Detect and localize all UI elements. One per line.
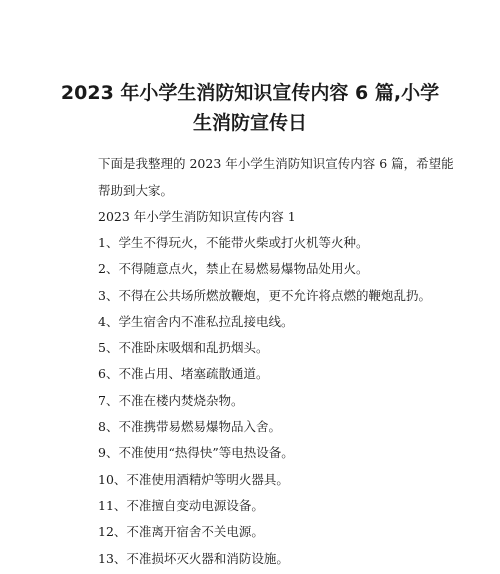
list-item: 4、学生宿舍内不准私拉乱接电线。 [98,313,294,329]
rules-list [98,232,431,574]
intro-paragraph-line-1: 下面是我整理的 2023 年小学生消防知识宣传内容 6 篇，希望能 [98,156,454,171]
list-item: 2、不得随意点火，禁止在易燃易爆物品处用火。 [98,261,369,277]
title-line-2: 生消防宣传日 [192,112,307,134]
list-item: 1、学生不得玩火，不能带火柴或打火机等火种。 [98,235,369,250]
list-item: 11、不准擅自变动电源设备。 [98,497,264,513]
list-item: 9、不准使用“热得快”等电热设备。 [98,445,294,461]
list-item: 7、不准在楼内焚烧杂物。 [98,392,244,408]
list-item: 12、不准离开宿舍不关电源。 [98,524,264,540]
section-heading: 2023 年小学生消防知识宣传内容 1 [98,209,296,224]
list-item: 13、不准损坏灭火器和消防设施。 [98,550,289,566]
list-item: 10、不准使用酒精炉等明火器具。 [98,471,289,487]
list-item: 5、不准卧床吸烟和乱扔烟头。 [98,340,269,356]
list-item: 8、不准携带易燃易爆物品入舍。 [98,419,281,435]
title-line-1: 2023 年小学生消防知识宣传内容 6 篇,小学 [60,82,440,104]
intro-paragraph-line-2: 帮助到大家。 [98,183,174,198]
list-item: 6、不准占用、堵塞疏散通道。 [98,366,269,382]
document-title [60,78,440,138]
list-item: 3、不得在公共场所燃放鞭炮，更不允许将点燃的鞭炮乱扔。 [98,287,431,303]
